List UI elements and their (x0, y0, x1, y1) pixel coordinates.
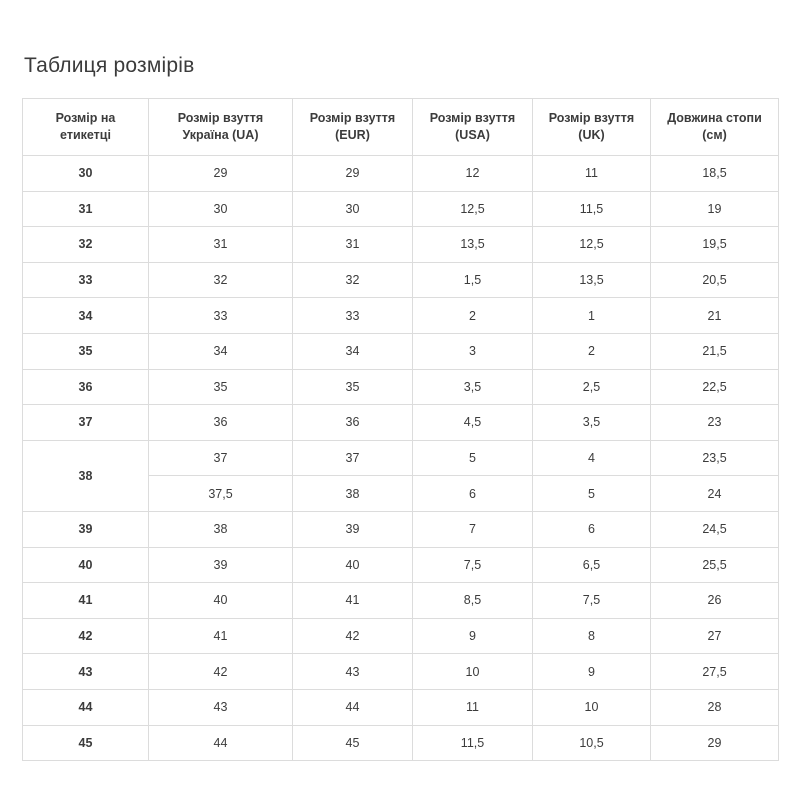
column-header-usa: Розмір взуття (USA) (413, 99, 533, 156)
cell-foot-length: 22,5 (651, 369, 779, 405)
cell-usa: 10 (413, 654, 533, 690)
cell-eur: 30 (293, 191, 413, 227)
cell-label: 34 (23, 298, 149, 334)
table-row (23, 725, 779, 761)
cell-label: 40 (23, 547, 149, 583)
table-row (23, 440, 779, 476)
cell-ua: 42 (149, 654, 293, 690)
cell-uk: 12,5 (533, 227, 651, 263)
cell-ua: 44 (149, 725, 293, 761)
cell-foot-length: 26 (651, 583, 779, 619)
table-row (23, 547, 779, 583)
cell-foot-length: 29 (651, 725, 779, 761)
cell-foot-length: 27,5 (651, 654, 779, 690)
cell-usa: 3,5 (413, 369, 533, 405)
table-row (23, 262, 779, 298)
cell-uk: 6,5 (533, 547, 651, 583)
cell-usa: 6 (413, 476, 533, 512)
cell-ua: 38 (149, 511, 293, 547)
cell-eur: 32 (293, 262, 413, 298)
cell-label: 33 (23, 262, 149, 298)
cell-usa: 13,5 (413, 227, 533, 263)
table-row (23, 333, 779, 369)
cell-label: 43 (23, 654, 149, 690)
cell-foot-length: 27 (651, 618, 779, 654)
cell-foot-length: 25,5 (651, 547, 779, 583)
table-row (23, 369, 779, 405)
column-header-label: Розмір на етикетці (23, 99, 149, 156)
cell-eur: 45 (293, 725, 413, 761)
cell-uk: 1 (533, 298, 651, 334)
cell-usa: 7 (413, 511, 533, 547)
cell-uk: 11,5 (533, 191, 651, 227)
cell-eur: 38 (293, 476, 413, 512)
cell-ua: 34 (149, 333, 293, 369)
cell-ua: 33 (149, 298, 293, 334)
cell-uk: 3,5 (533, 405, 651, 441)
cell-uk: 7,5 (533, 583, 651, 619)
cell-foot-length: 28 (651, 689, 779, 725)
column-header-eur: Розмір взуття (EUR) (293, 99, 413, 156)
cell-uk: 5 (533, 476, 651, 512)
cell-usa: 7,5 (413, 547, 533, 583)
cell-uk: 9 (533, 654, 651, 690)
cell-label: 36 (23, 369, 149, 405)
cell-uk: 11 (533, 156, 651, 192)
cell-usa: 12 (413, 156, 533, 192)
cell-eur: 34 (293, 333, 413, 369)
cell-foot-length: 18,5 (651, 156, 779, 192)
cell-foot-length: 24 (651, 476, 779, 512)
table-row (23, 583, 779, 619)
cell-label: 42 (23, 618, 149, 654)
cell-usa: 11,5 (413, 725, 533, 761)
cell-label: 30 (23, 156, 149, 192)
cell-eur: 37 (293, 440, 413, 476)
cell-eur: 35 (293, 369, 413, 405)
cell-eur: 42 (293, 618, 413, 654)
table-row (23, 511, 779, 547)
table-row (23, 654, 779, 690)
cell-foot-length: 24,5 (651, 511, 779, 547)
cell-usa: 1,5 (413, 262, 533, 298)
cell-ua: 37,5 (149, 476, 293, 512)
cell-uk: 4 (533, 440, 651, 476)
cell-label: 35 (23, 333, 149, 369)
cell-label: 45 (23, 725, 149, 761)
cell-usa: 8,5 (413, 583, 533, 619)
table-header-row (23, 99, 779, 156)
cell-eur: 40 (293, 547, 413, 583)
cell-label: 37 (23, 405, 149, 441)
cell-ua: 30 (149, 191, 293, 227)
cell-usa: 11 (413, 689, 533, 725)
cell-usa: 3 (413, 333, 533, 369)
cell-uk: 13,5 (533, 262, 651, 298)
cell-ua: 41 (149, 618, 293, 654)
cell-label: 41 (23, 583, 149, 619)
cell-eur: 43 (293, 654, 413, 690)
table-row (23, 298, 779, 334)
cell-ua: 35 (149, 369, 293, 405)
cell-label: 32 (23, 227, 149, 263)
cell-uk: 2 (533, 333, 651, 369)
cell-eur: 31 (293, 227, 413, 263)
cell-usa: 4,5 (413, 405, 533, 441)
cell-ua: 29 (149, 156, 293, 192)
cell-usa: 2 (413, 298, 533, 334)
cell-eur: 29 (293, 156, 413, 192)
cell-eur: 41 (293, 583, 413, 619)
cell-foot-length: 20,5 (651, 262, 779, 298)
cell-label: 31 (23, 191, 149, 227)
cell-eur: 36 (293, 405, 413, 441)
table-row (23, 689, 779, 725)
cell-eur: 44 (293, 689, 413, 725)
cell-ua: 43 (149, 689, 293, 725)
cell-eur: 33 (293, 298, 413, 334)
cell-label: 39 (23, 511, 149, 547)
cell-ua: 39 (149, 547, 293, 583)
cell-uk: 6 (533, 511, 651, 547)
cell-label: 38 (23, 440, 149, 511)
table-row (23, 227, 779, 263)
cell-usa: 9 (413, 618, 533, 654)
cell-usa: 5 (413, 440, 533, 476)
size-table-header (23, 99, 779, 156)
column-header-foot-length: Довжина стопи (см) (651, 99, 779, 156)
cell-ua: 31 (149, 227, 293, 263)
cell-foot-length: 21,5 (651, 333, 779, 369)
cell-ua: 37 (149, 440, 293, 476)
cell-foot-length: 23 (651, 405, 779, 441)
cell-uk: 2,5 (533, 369, 651, 405)
cell-uk: 10,5 (533, 725, 651, 761)
size-table (22, 98, 779, 761)
cell-foot-length: 21 (651, 298, 779, 334)
cell-label: 44 (23, 689, 149, 725)
cell-uk: 10 (533, 689, 651, 725)
cell-eur: 39 (293, 511, 413, 547)
table-row (23, 405, 779, 441)
cell-ua: 36 (149, 405, 293, 441)
cell-foot-length: 19,5 (651, 227, 779, 263)
column-header-uk: Розмір взуття (UK) (533, 99, 651, 156)
cell-foot-length: 19 (651, 191, 779, 227)
cell-ua: 32 (149, 262, 293, 298)
size-table-wrapper (22, 98, 778, 761)
page-title: Таблиця розмірів (24, 54, 195, 77)
cell-foot-length: 23,5 (651, 440, 779, 476)
size-table-body (23, 156, 779, 761)
cell-ua: 40 (149, 583, 293, 619)
table-row (23, 156, 779, 192)
cell-usa: 12,5 (413, 191, 533, 227)
column-header-ua: Розмір взуття Україна (UA) (149, 99, 293, 156)
table-row (23, 191, 779, 227)
cell-uk: 8 (533, 618, 651, 654)
table-row (23, 618, 779, 654)
